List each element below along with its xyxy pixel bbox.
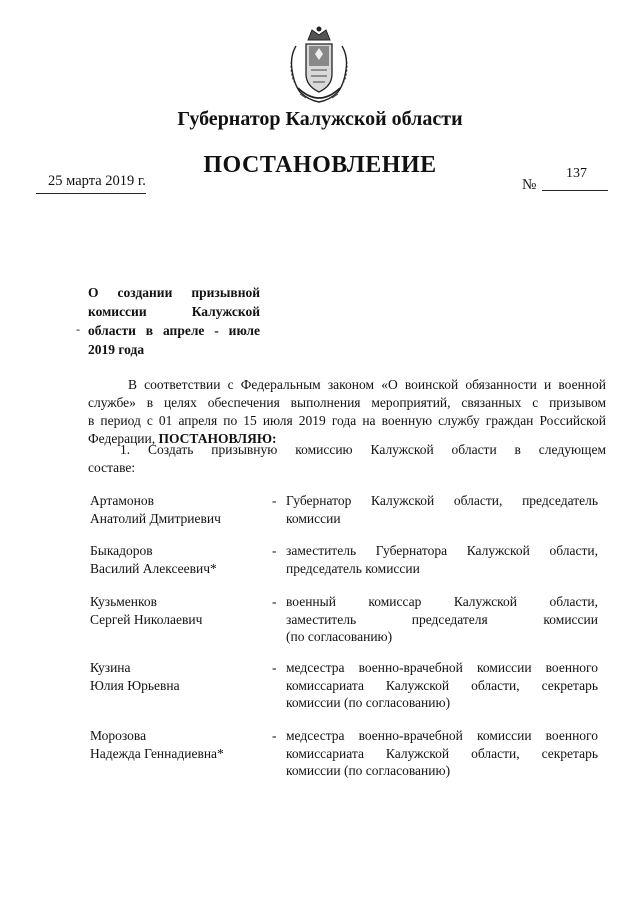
member-given-name: Сергей Николаевич [90,611,203,627]
member-role-line: комиссариата Калужской области, секретарь [286,745,598,761]
member-role-line: Губернатор Калужской области, председатель [286,493,598,508]
subject-line: комиссии Калужской [88,304,260,319]
member-name [90,727,280,762]
subject-line: О создании призывной [88,285,260,300]
member-given-name: Юлия Юрьевна [90,677,180,693]
margin-mark: - [76,322,80,336]
clause-1 [88,441,606,477]
document-subject [88,283,260,359]
member-role [286,659,598,712]
number-label: № [522,177,537,193]
clause-1-line: составе: [88,460,136,475]
member-surname: Кузина [90,660,131,675]
preamble-line: службе» в целях обеспечения выполнения мероприятий, связанных с призывом [88,395,606,410]
member-role-line: военный комиссар Калужской области, [286,594,598,609]
member-role [286,727,598,780]
member-role [286,593,598,646]
preamble-line: В соответствии с Федеральным законом «О воинской обязанности и военной [128,377,606,392]
number-underline [542,190,608,191]
preamble-line: в период с 01 апреля по 15 июля 2019 года на военную службу граждан Российской [88,413,606,428]
document-number: 137 [566,166,587,181]
member-role-line: председатель комиссии [286,560,420,576]
member-name [90,542,280,577]
member-surname: Морозова [90,728,147,743]
member-surname: Быкадоров [90,543,153,558]
member-name [90,593,280,628]
member-role-line: комиссариата Калужской области, секретарь [286,677,598,693]
member-role-line: медсестра военно-врачебной комиссии военного [286,728,598,743]
clause-1-line: 1. Создать призывную комиссию Калужской области в следующем [120,442,606,457]
member-given-name: Надежда Геннадиевна* [90,745,224,761]
member-role [286,492,598,527]
member-dash: - [272,493,277,508]
decree-word: ПОСТАНОВЛЯЮ: [158,431,277,446]
member-role-line: медсестра военно-врачебной комиссии военного [286,660,598,675]
member-given-name: Анатолий Дмитриевич [90,510,221,526]
member-role-line: заместитель Губернатора Калужской области, [286,543,598,558]
member-name [90,492,280,527]
subject-line: 2019 года [88,342,145,357]
member-role-line: комиссии (по согласованию) [286,763,451,778]
member-name [90,659,280,694]
member-dash: - [272,543,277,558]
member-role-line: заместитель председателя комиссии [286,611,598,627]
coat-of-arms-emblem [286,26,352,106]
preamble-line: Федерации, [88,431,156,446]
issuing-authority: Губернатор Калужской области [177,108,463,130]
member-role [286,542,598,577]
member-surname: Кузьменков [90,594,157,609]
member-surname: Артамонов [90,493,155,508]
member-role-line: комиссии (по согласованию) [286,695,451,710]
preamble-paragraph [88,376,606,448]
member-role-line: комиссии [286,510,341,526]
member-role-line: (по согласованию) [286,629,393,644]
member-dash: - [272,594,277,609]
document-date: 25 марта 2019 г. [48,173,146,189]
date-underline [36,193,146,194]
document-type-title: ПОСТАНОВЛЕНИЕ [203,152,437,178]
member-dash: - [272,728,277,743]
subject-line: области в апреле - июле [88,323,260,338]
member-dash: - [272,660,277,675]
member-given-name: Василий Алексеевич* [90,560,217,576]
